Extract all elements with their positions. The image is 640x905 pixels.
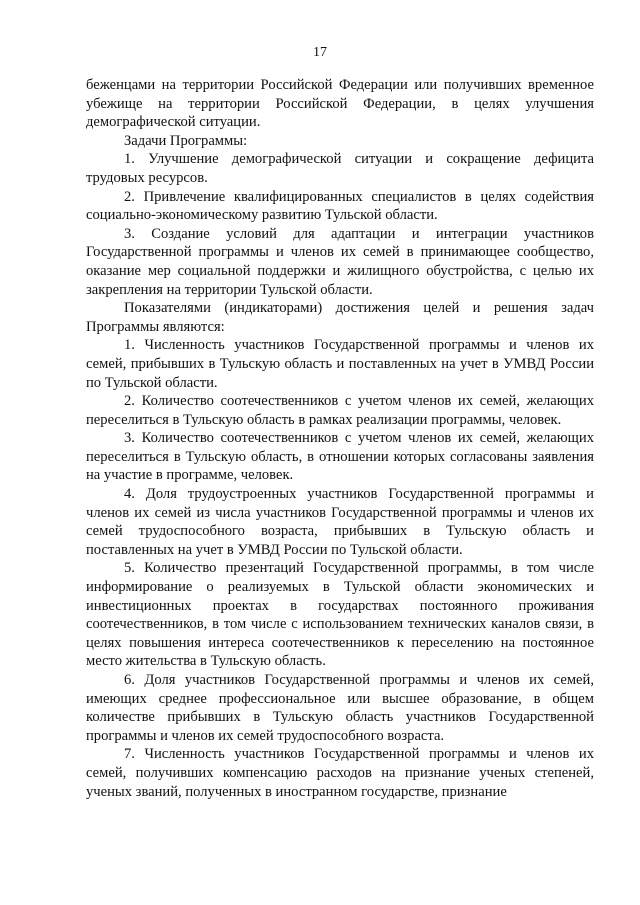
paragraph-indicator-7: 7. Численность участников Государственной программы и членов их семей, получивших компенсацию расходов на признание ученых степеней, ученых званий, полученных в иностранном государстве, признание [86, 746, 594, 800]
paragraph-task-1: 1. Улучшение демографической ситуации и сокращение дефицита трудовых ресурсов. [86, 151, 594, 186]
paragraph-indicator-1: 1. Численность участников Государственной программы и членов их семей, прибывших в Тульскую область и поставленных на учет в УМВД России по Тульской области. [86, 337, 594, 391]
paragraph-continuation: беженцами на территории Российской Федерации или получивших временное убежище на территории Российской Федерации, в целях улучшения демографической ситуации. [86, 77, 594, 131]
paragraph-indicator-3: 3. Количество соотечественников с учетом членов их семей, желающих переселиться в Тульскую область, в отношении которых согласованы заявления на участие в программе, человек. [86, 430, 594, 484]
paragraph-task-2: 2. Привлечение квалифицированных специалистов в целях содействия социально-экономическому развитию Тульской области. [86, 188, 594, 224]
paragraph-indicator-2: 2. Количество соотечественников с учетом членов их семей, желающих переселиться в Тульскую область в рамках реализации программы, человек. [86, 393, 594, 428]
paragraph-indicator-4: 4. Доля трудоустроенных участников Государственной программы и членов их семей из числа участников Государственной программы и членов их семей трудоспособного возраста, прибывших в Тульскую область и поставленных на учет в УМВД России по Тульской области. [86, 486, 594, 558]
document-body [86, 76, 594, 801]
paragraph-task-3: 3. Создание условий для адаптации и интеграции участников Государственной программы и членов их семей в принимающее сообщество, оказание мер социальной поддержки и жилищного обустройства, с целью их закрепления на территории Тульской области. [86, 225, 594, 298]
page-number: 17 [313, 45, 327, 60]
paragraph-tasks-heading: Задачи Программы: [124, 132, 248, 149]
paragraph-indicators-heading: Показателями (индикаторами) достижения целей и решения задач Программы являются: [86, 300, 594, 335]
paragraph-indicator-6: 6. Доля участников Государственной программы и членов их семей, имеющих среднее профессиональное или высшее образование, в общем количестве прибывших в Тульскую область участников Государственной программы и членов их семей трудоспособного возраста. [86, 672, 594, 744]
paragraph-indicator-5: 5. Количество презентаций Государственной программы, в том числе информирование о реализуемых в Тульской области экономических и инвестиционных проектах в государствах постоянного проживания соотечественников, в том числе с использованием технических каналов связи, в целях повышения интереса соотечественников к переселению на постоянное место жительства в Тульскую область. [86, 560, 594, 670]
